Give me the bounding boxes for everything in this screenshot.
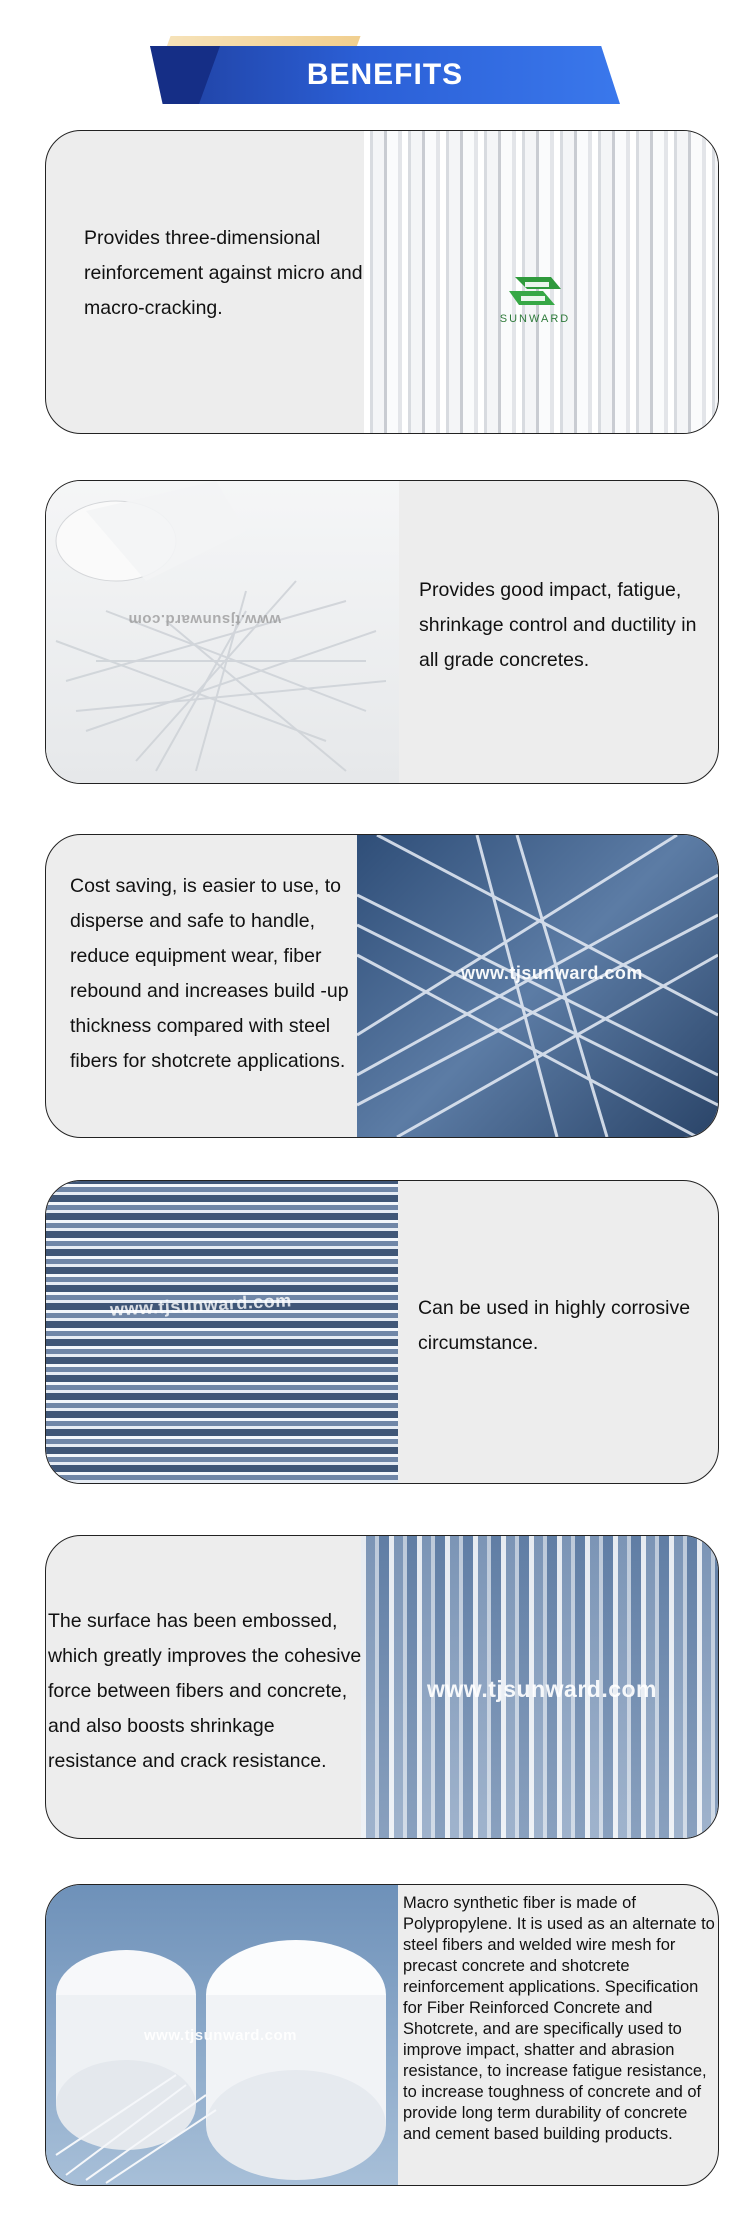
crossed-fibers-illustration <box>357 835 718 1137</box>
fiber-photo-4 <box>46 1181 398 1483</box>
benefit-text-3: Cost saving, is easier to use, to disperse and safe to handle, reduce equipment wear, fiber rebound and increases build -up thickness compared with steel fibers for shotcrete applications. <box>70 875 349 1072</box>
benefit-text-6: Macro synthetic fiber is made of Polypropylene. It is used as an alternate to steel fibers and welded wire mesh for precast concrete and shotcrete reinforcement applications. Specification for Fiber Reinforced Concrete and Shotcrete, and are specifically used to improve impact, shatter and abrasion resistance, to increase fatigue resistance, to increase toughness of concrete and of provide long term durability of concrete and cement based building products. <box>403 1894 715 2143</box>
benefit-card-3 <box>45 834 719 1138</box>
watermark: www.tjsunward.com <box>109 1290 293 1320</box>
fiber-photo-6 <box>46 1885 398 2185</box>
fiber-photo-1 <box>364 131 718 433</box>
benefit-card-6 <box>45 1884 719 2186</box>
fiber-bundle-illustration <box>46 481 399 783</box>
watermark: www.tjsunward.com <box>144 2027 297 2044</box>
benefit-card-4 <box>45 1180 719 1484</box>
watermark: www.tjsunward.com <box>427 1676 658 1702</box>
sunward-logo-icon <box>487 269 583 315</box>
watermark: www.tjsunward.com <box>461 963 643 983</box>
benefit-text-1: Provides three-dimensional reinforcement against micro and macro-cracking. <box>84 227 363 319</box>
benefits-banner <box>150 42 620 106</box>
fiber-photo-5 <box>361 1536 718 1838</box>
sunward-logo <box>487 269 583 329</box>
benefit-card-5 <box>45 1535 719 1839</box>
benefit-text-2: Provides good impact, fatigue, shrinkage control and ductility in all grade concretes. <box>419 579 697 671</box>
benefit-text-5: The surface has been embossed, which greatly improves the cohesive force between fibers and concrete, and also boosts shrinkage resistance and crack resistance. <box>48 1610 362 1772</box>
fiber-photo-3 <box>357 835 718 1137</box>
benefit-card-1 <box>45 130 719 434</box>
logo-label: SUNWARD <box>499 313 571 325</box>
banner-title: BENEFITS <box>306 58 464 91</box>
benefit-text-4: Can be used in highly corrosive circumstance. <box>418 1297 691 1354</box>
watermark: www.tjsunward.com <box>128 611 281 628</box>
fiber-photo-2 <box>46 481 399 783</box>
benefit-card-2 <box>45 480 719 784</box>
